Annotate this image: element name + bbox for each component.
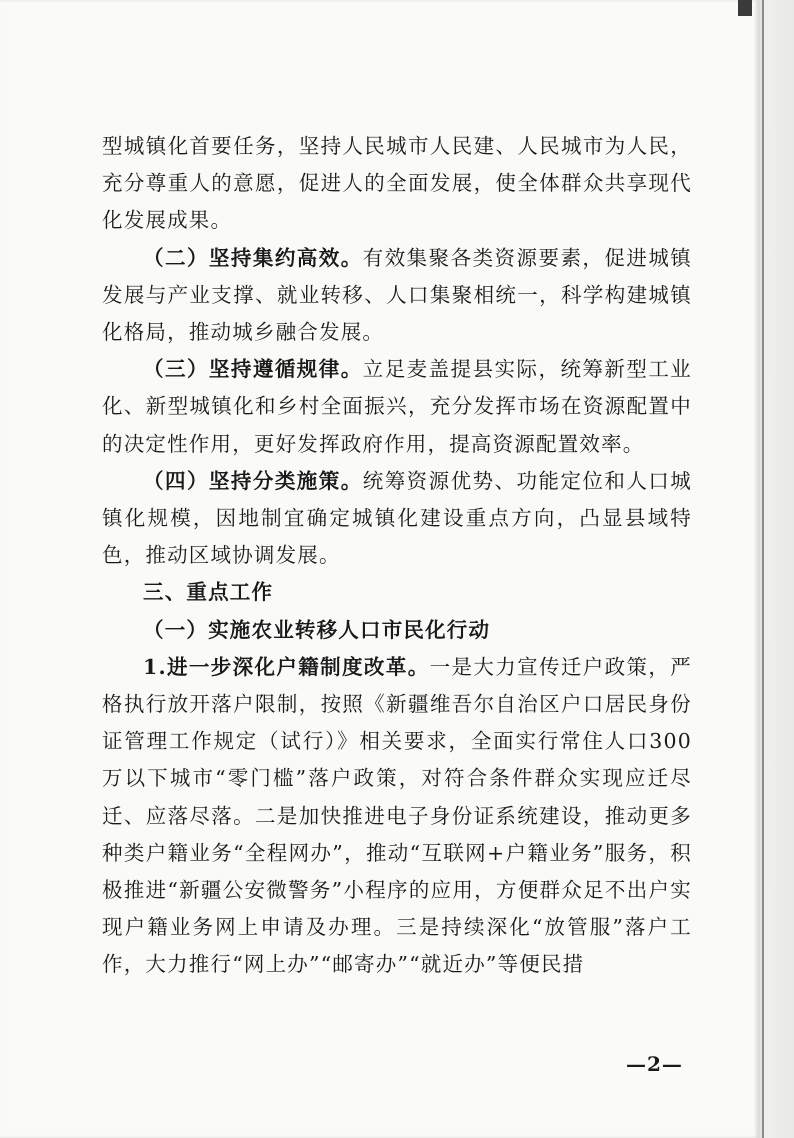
item-lead: 1.进一步深化户籍制度改革。 — [143, 654, 430, 679]
paragraph-text: 统筹资源优势、功能定位和人口城镇化规模，因地制宜确定城镇化建设重点方向，凸显县域特色，推动区域协调发展。 — [102, 468, 693, 568]
paragraph-text: 立足麦盖提县实际，统筹新型工业化、新型城镇化和乡村全面振兴，充分发挥市场在资源配置中的决定性作用，更好发挥政府作用，提高资源配置效率。 — [102, 357, 693, 456]
paragraph-text: 有效集聚各类资源要素，促进城镇发展与产业支撑、就业转移、人口集聚相统一，科学构建城镇化格局，推动城乡融合发展。 — [102, 245, 693, 345]
paragraph-text: 型城镇化首要任务，坚持人民城市人民建、人民城市为人民，充分尊重人的意愿，促进人的全面发展，使全体群众共享现代化发展成果。 — [102, 134, 692, 233]
section-heading: 三、重点工作 — [143, 580, 274, 605]
paragraph-principle-4 — [102, 463, 692, 575]
paragraph-continued — [102, 128, 692, 240]
paragraph-lead: （二）坚持集约高效。 — [143, 245, 363, 270]
paragraph-item-1 — [102, 649, 692, 984]
subsection-heading: （一）实施农业转移人口市民化行动 — [143, 617, 491, 642]
paragraph-lead: （三）坚持遵循规律。 — [143, 357, 363, 382]
page-number: —2— — [626, 1052, 683, 1076]
item-text: 一是大力宣传迁户政策，严格执行放开落户限制，按照《新疆维吾尔自治区户口居民身份证管理工作规定（试行）》相关要求，全面实行常住人口300万以下城市“零门槛”落户政策，对符合条件群众实现应迁尽迁、应落尽落。二是加快推进电子身份证系统建设，推动更多种类户籍业务“全程网办”，推动“互联网+户籍业务”服务，积极推进“新疆公安微警务”小程序的应用，方便群众足不出户实现户籍业务网上申请及办理。三是持续深化“放管服”落户工作，大力推行“网上办”“邮寄办”“就近办”等便民措 — [102, 654, 693, 977]
paragraph-lead: （四）坚持分类施策。 — [143, 468, 363, 493]
document-body — [102, 128, 692, 984]
scan-mark — [738, 0, 752, 16]
scan-edge-line — [762, 0, 764, 1138]
paragraph-principle-3 — [102, 351, 692, 463]
paragraph-principle-2 — [102, 240, 692, 352]
